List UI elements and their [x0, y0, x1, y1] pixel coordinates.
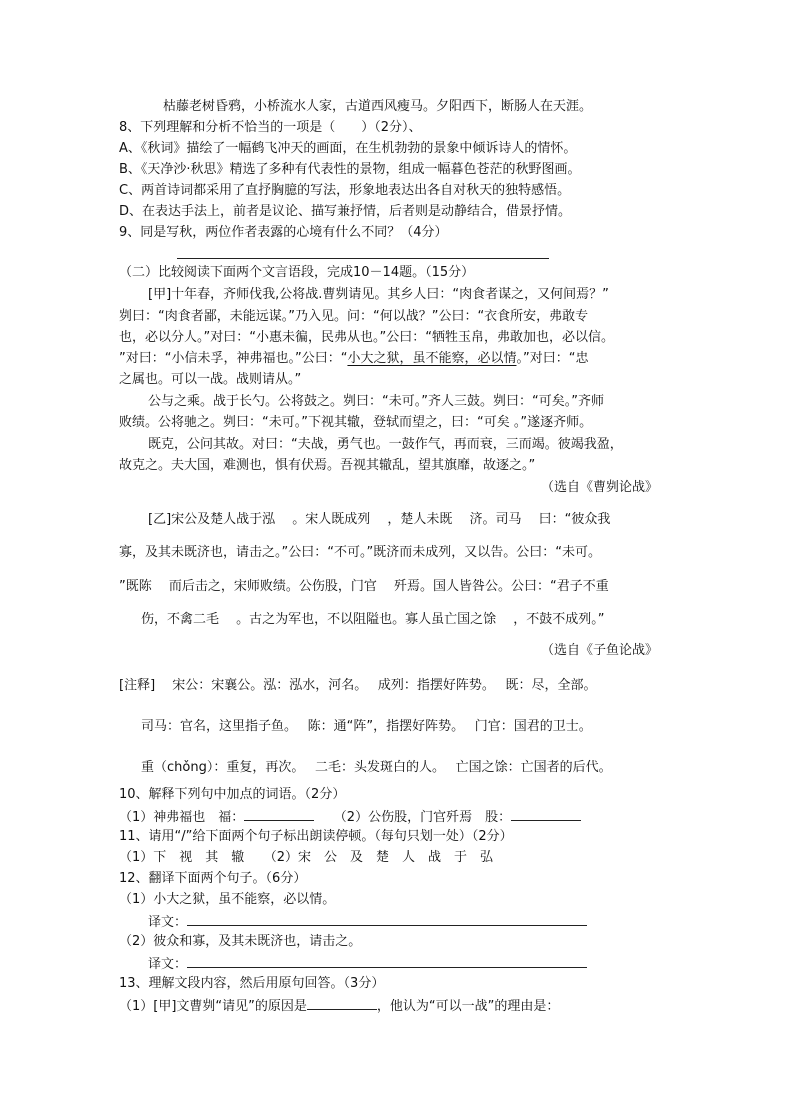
q8-option-c: C、两首诗词都采用了直抒胸臆的写法，形象地表达出各自对秋天的独特感悟。 [119, 183, 571, 198]
jia-line-9: 故克之。夫大国，难测也，惧有伏焉。吾视其辙乱，望其旗靡，故逐之。” [119, 458, 536, 473]
yi-source: （选自《子鱼论战》 [541, 643, 659, 658]
q13-item-1: （1）[甲]文曹刿“请见”的原因是 ，他认为“可以一战”的理由是： [119, 995, 559, 1017]
q11-items: （1）下 视 其 辙 （2）宋 公 及 楚 人 战 于 弘 [119, 850, 494, 865]
q8-option-b: B、《天净沙·秋思》精选了多种有代表性的景物，组成一幅暮色苍茫的秋野图画。 [119, 162, 581, 177]
poem-line: 枯藤老树昏鸦，小桥流水人家，古道西风瘦马。夕阳西下，断肠人在天涯。 [163, 99, 593, 114]
underlined-sentence: 小大之狱，虽不能察，必以情 [347, 351, 517, 366]
jia-line-3: 也，必以分人。”对曰：“小惠未徧，民弗从也。”公曰：“牺牲玉帛，弗敢加也，必以信。 [119, 330, 614, 345]
translation-blank[interactable] [187, 911, 587, 926]
jia-line-5: 之属也。可以一战。战则请从。” [119, 372, 302, 387]
jia-line-7: 败绩。公将驰之。刿曰：“未可。”下视其辙，登轼而望之，曰：“可矣 。”遂逐齐师。 [119, 415, 593, 430]
jia-source: （选自《曹刿论战》 [541, 480, 659, 495]
q12-translation-1: 译文： [148, 911, 587, 933]
q8-option-d: D、在表达手法上，前者是议论、描写兼抒情，后者则是动静结合，借景抒情。 [119, 204, 572, 219]
yi-line-1: [乙]宋公及楚人战于泓 。宋人既成列 ，楚人未既 济。司马 曰：“彼众我 [148, 512, 611, 527]
notes-line-1: [注释] 宋公：宋襄公。泓：泓水，河名。 成列：指摆好阵势。 既：尽，全部。 [119, 678, 597, 693]
answer-blank[interactable] [307, 995, 377, 1010]
notes-line-2: 司马：官名，这里指子鱼。 陈：通“阵”，指摆好阵势。 门官：国君的卫士。 [141, 719, 592, 734]
q10-items: （1）神弗福也 福： （2）公伤股，门官歼焉 股： [119, 806, 581, 828]
jia-line-1: [甲]十年春，齐师伐我,公将战.曹刿请见。其乡人曰：“肉食者谋之，又何间焉？” [148, 287, 609, 302]
q12-sentence-1: （1）小大之狱，虽不能察，必以情。 [119, 892, 336, 907]
translation-blank[interactable] [187, 953, 587, 968]
q12-stem: 12、翻译下面两个句子。（6分） [119, 871, 307, 886]
notes-line-3: 重（chǒng）：重复，再次。 二毛：头发斑白的人。 亡国之馀：亡国者的后代。 [141, 760, 612, 775]
q10-stem: 10、解释下列句中加点的词语。（2分） [119, 787, 346, 802]
q9-stem: 9、同是写秋，两位作者表露的心境有什么不同？（4分） [119, 225, 448, 240]
yi-line-4: 伤，不禽二毛 。古之为军也，不以阻隘也。寡人虽亡国之馀 ，不鼓不成列。” [141, 612, 605, 627]
yi-line-3: ”既陈 而后击之，宋师败绩。公伤股，门官 歼焉。国人皆咎公。公曰：“君子不重 [119, 579, 609, 594]
answer-blank[interactable] [244, 806, 314, 821]
jia-line-6: 公与之乘。战于长勺。公将鼓之。刿曰：“未可。”齐人三鼓。刿曰：“可矣。”齐师 [148, 394, 604, 409]
q8-option-a: A、《秋词》描绘了一幅鹤飞冲天的画面，在生机勃勃的景象中倾诉诗人的情怀。 [119, 141, 577, 156]
jia-line-8: 既克，公问其故。对曰：“夫战，勇气也。一鼓作气，再而衰，三而竭。彼竭我盈， [148, 437, 623, 452]
q9-answer-line [177, 258, 549, 259]
q8-stem: 8、下列理解和分析不恰当的一项是（ ）（2分）、 [119, 120, 422, 135]
section-2-heading: （二）比较阅读下面两个文言语段，完成10－14题。（15分） [119, 265, 475, 280]
answer-blank[interactable] [511, 806, 581, 821]
yi-line-2: 寡，及其未既济也，请击之。”公曰：“不可。”既济而未成列，又以告。公曰：“未可。 [119, 545, 601, 560]
q11-stem: 11、请用“/”给下面两个句子标出朗读停顿。（每句只划一处）（2分） [119, 829, 513, 844]
q13-stem: 13、理解文段内容，然后用原句回答。（3分） [119, 976, 385, 991]
q12-sentence-2: （2）彼众和寡，及其未既济也，请击之。 [119, 934, 362, 949]
jia-line-4: ”对曰：“小信未孚，神弗福也。”公曰：“小大之狱，虽不能察，必以情。”对曰：“忠 [119, 351, 589, 366]
q12-translation-2: 译文： [148, 953, 587, 975]
jia-line-2: 刿曰：“肉食者鄙，未能远谋。”乃入见。问：“何以战？”公曰：“衣食所安，弗敢专 [119, 309, 589, 324]
